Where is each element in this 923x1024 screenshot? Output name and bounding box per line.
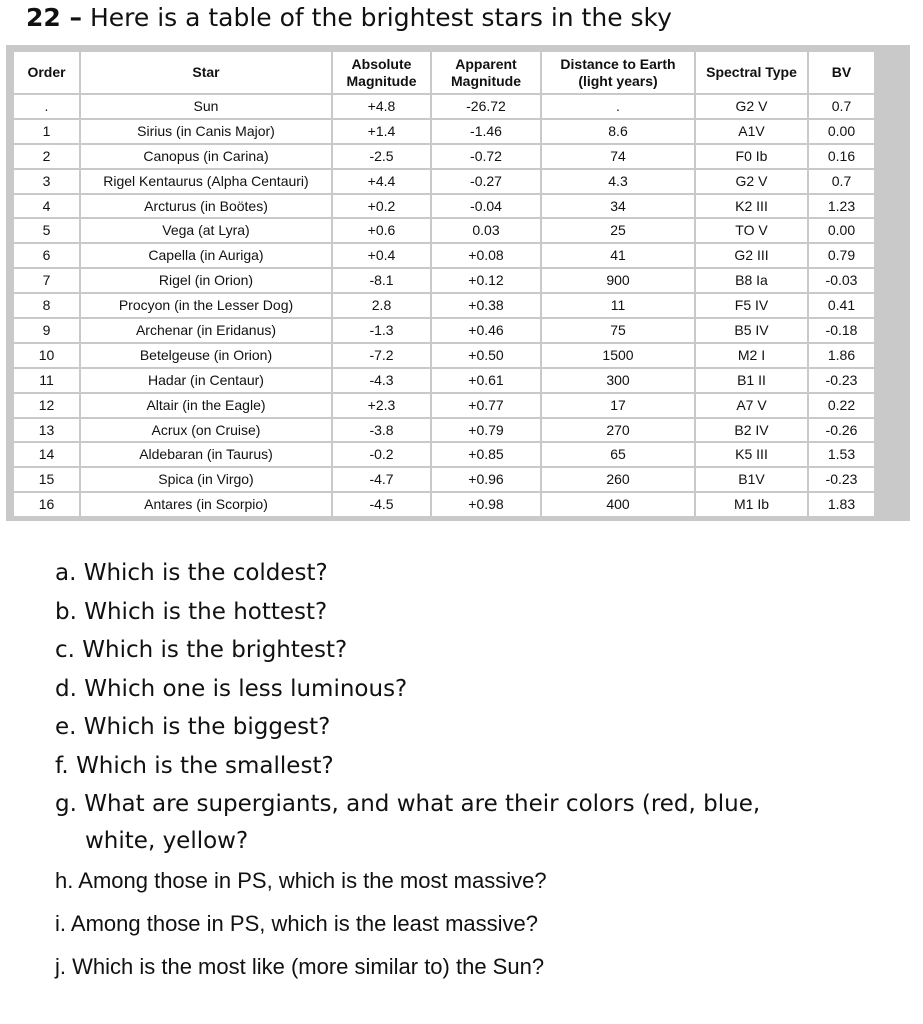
cell-spectral-type: TO V [696,219,807,242]
question-label: e. [55,714,77,740]
header-line: Absolute [351,55,412,72]
cell-apparent-magnitude: +0.50 [432,344,540,367]
question-label: d. [55,675,77,702]
cell-distance: 900 [542,269,694,292]
cell-apparent-magnitude: +0.38 [432,294,540,317]
cell-spectral-type: G2 V [696,170,807,193]
cell-spectral-type: G2 III [696,244,807,267]
question-label: g. [55,791,77,817]
cell-spectral-type: M2 I [696,344,807,367]
cell-order: 15 [14,468,79,491]
cell-distance: 11 [542,294,694,317]
cell-bv: 0.7 [809,170,874,193]
cell-star: Altair (in the Eagle) [81,394,331,417]
cell-distance: 41 [542,244,694,267]
cell-bv: 0.00 [809,120,874,143]
header-distance [542,52,694,93]
stars-table [12,50,876,518]
cell-distance: 1500 [542,344,694,367]
title-text: Here is a table of the brightest stars in the sky [89,3,672,32]
cell-distance: 300 [542,369,694,392]
question-text: Which one is less luminous? [84,675,408,702]
table-row [14,195,874,218]
header-line: Order [27,64,66,80]
header-apparent-magnitude [432,52,540,93]
header-line: Spectral Type [706,64,797,80]
cell-apparent-magnitude: +0.98 [432,493,540,516]
header-line: BV [831,64,852,80]
cell-order: 3 [14,170,79,193]
question-item [55,670,905,709]
question-text: Among those in PS, which is the most massive? [78,867,547,893]
table-row [14,294,874,317]
cell-apparent-magnitude: 0.03 [432,219,540,242]
question-label: f. [55,752,69,779]
cell-distance: 8.6 [542,120,694,143]
cell-apparent-magnitude: +0.08 [432,244,540,267]
cell-apparent-magnitude: +0.77 [432,394,540,417]
header-star [81,52,331,93]
question-item [55,945,905,988]
cell-apparent-magnitude: -26.72 [432,95,540,118]
cell-order: 14 [14,443,79,466]
cell-absolute-magnitude: -4.5 [333,493,430,516]
header-absolute-magnitude [333,52,430,93]
question-item [55,859,905,902]
question-label: i. [55,910,66,936]
cell-spectral-type: K2 III [696,195,807,218]
table-row [14,394,874,417]
cell-order: 8 [14,294,79,317]
cell-bv: 0.7 [809,95,874,118]
header-line: Magnitude [346,72,417,89]
cell-bv: 0.00 [809,219,874,242]
cell-absolute-magnitude: +0.2 [333,195,430,218]
header-line: Magnitude [451,72,521,89]
cell-star: Canopus (in Carina) [81,145,331,168]
header-line: (light years) [578,72,658,89]
stars-table-frame [6,45,910,521]
table-row [14,95,874,118]
cell-star: Archenar (in Eridanus) [81,319,331,342]
cell-star: Rigel Kentaurus (Alpha Centauri) [81,170,331,193]
cell-order: 10 [14,344,79,367]
question-label: c. [55,637,75,663]
cell-absolute-magnitude: -1.3 [333,319,430,342]
cell-apparent-magnitude: -0.27 [432,170,540,193]
cell-distance: 75 [542,319,694,342]
question-text: Which is the hottest? [84,598,328,625]
table-row [14,443,874,466]
cell-spectral-type: G2 V [696,95,807,118]
cell-bv: -0.03 [809,269,874,292]
cell-star: Acrux (on Cruise) [81,419,331,442]
cell-absolute-magnitude: -4.3 [333,369,430,392]
cell-spectral-type: B1V [696,468,807,491]
question-item [55,785,905,859]
table-row [14,369,874,392]
table-row [14,419,874,442]
cell-apparent-magnitude: +0.79 [432,419,540,442]
cell-order: 1 [14,120,79,143]
cell-absolute-magnitude: -7.2 [333,344,430,367]
question-label: h. [55,867,74,893]
cell-bv: 0.41 [809,294,874,317]
cell-distance: . [542,95,694,118]
table-row [14,344,874,367]
cell-apparent-magnitude: +0.96 [432,468,540,491]
table-row [14,319,874,342]
question-text: What are supergiants, and what are their colors (red, blue, [84,791,761,817]
cell-bv: -0.18 [809,319,874,342]
cell-star: Sun [81,95,331,118]
table-row [14,170,874,193]
cell-spectral-type: M1 Ib [696,493,807,516]
page-title [26,2,672,34]
cell-apparent-magnitude: +0.12 [432,269,540,292]
cell-bv: 1.23 [809,195,874,218]
cell-star: Rigel (in Orion) [81,269,331,292]
question-item [55,708,905,747]
table-row [14,269,874,292]
cell-apparent-magnitude: +0.61 [432,369,540,392]
question-label: a. [55,560,77,586]
cell-absolute-magnitude: 2.8 [333,294,430,317]
cell-bv: 1.53 [809,443,874,466]
cell-order: 16 [14,493,79,516]
cell-apparent-magnitude: -0.72 [432,145,540,168]
cell-star: Hadar (in Centaur) [81,369,331,392]
question-text: Which is the smallest? [76,752,334,779]
header-order [14,52,79,93]
table-row [14,493,874,516]
question-text: Which is the coldest? [83,560,328,586]
header-spectral-type [696,52,807,93]
question-text: Which is the brightest? [82,637,348,663]
cell-order: 9 [14,319,79,342]
header-bv [809,52,874,93]
cell-bv: -0.23 [809,468,874,491]
cell-star: Capella (in Auriga) [81,244,331,267]
question-item [55,902,905,945]
cell-star: Aldebaran (in Taurus) [81,443,331,466]
cell-bv: 0.16 [809,145,874,168]
questions-part2 [55,859,905,988]
cell-distance: 4.3 [542,170,694,193]
cell-absolute-magnitude: -8.1 [333,269,430,292]
cell-distance: 260 [542,468,694,491]
table-header-row [14,52,874,93]
question-text: white, yellow? [85,827,249,854]
question-item [55,747,905,786]
cell-order: 6 [14,244,79,267]
cell-spectral-type: F0 Ib [696,145,807,168]
cell-absolute-magnitude: +4.4 [333,170,430,193]
cell-spectral-type: A7 V [696,394,807,417]
cell-order: . [14,95,79,118]
cell-order: 11 [14,369,79,392]
cell-bv: 1.83 [809,493,874,516]
cell-absolute-magnitude: -2.5 [333,145,430,168]
table-row [14,468,874,491]
questions [55,554,905,988]
cell-absolute-magnitude: -3.8 [333,419,430,442]
cell-bv: -0.26 [809,419,874,442]
cell-absolute-magnitude: +4.8 [333,95,430,118]
cell-order: 7 [14,269,79,292]
cell-spectral-type: B5 IV [696,319,807,342]
cell-distance: 270 [542,419,694,442]
cell-distance: 34 [542,195,694,218]
cell-spectral-type: B1 II [696,369,807,392]
table-row [14,244,874,267]
cell-star: Procyon (in the Lesser Dog) [81,294,331,317]
cell-distance: 400 [542,493,694,516]
cell-bv: 0.22 [809,394,874,417]
cell-absolute-magnitude: +0.4 [333,244,430,267]
table-row [14,145,874,168]
cell-spectral-type: K5 III [696,443,807,466]
table-body [14,95,874,516]
question-text: Which is the biggest? [83,714,331,740]
cell-absolute-magnitude: +0.6 [333,219,430,242]
cell-apparent-magnitude: -0.04 [432,195,540,218]
cell-bv: 0.79 [809,244,874,267]
cell-apparent-magnitude: +0.85 [432,443,540,466]
header-line: Distance to Earth [560,55,676,72]
cell-apparent-magnitude: -1.46 [432,120,540,143]
cell-distance: 17 [542,394,694,417]
cell-order: 13 [14,419,79,442]
table-row [14,120,874,143]
cell-order: 12 [14,394,79,417]
header-line: Apparent [455,55,517,72]
cell-order: 2 [14,145,79,168]
question-text: Which is the most like (more similar to) the Sun? [72,953,545,979]
table-row [14,219,874,242]
cell-star: Antares (in Scorpio) [81,493,331,516]
cell-star: Betelgeuse (in Orion) [81,344,331,367]
question-item [55,593,905,632]
cell-bv: 1.86 [809,344,874,367]
cell-star: Spica (in Virgo) [81,468,331,491]
question-item [55,631,905,670]
cell-bv: -0.23 [809,369,874,392]
cell-distance: 25 [542,219,694,242]
cell-spectral-type: F5 IV [696,294,807,317]
cell-spectral-type: B8 Ia [696,269,807,292]
header-line: Star [192,64,220,80]
cell-distance: 65 [542,443,694,466]
questions-part1 [55,554,905,859]
question-text: Among those in PS, which is the least massive? [70,910,539,936]
cell-absolute-magnitude: +2.3 [333,394,430,417]
cell-absolute-magnitude: -0.2 [333,443,430,466]
question-item [55,554,905,593]
cell-distance: 74 [542,145,694,168]
cell-spectral-type: A1V [696,120,807,143]
cell-absolute-magnitude: -4.7 [333,468,430,491]
cell-order: 4 [14,195,79,218]
cell-spectral-type: B2 IV [696,419,807,442]
cell-star: Arcturus (in Boötes) [81,195,331,218]
question-number: 22 – [26,3,82,32]
question-label: j. [55,953,66,979]
cell-star: Vega (at Lyra) [81,219,331,242]
question-label: b. [55,598,77,625]
cell-order: 5 [14,219,79,242]
cell-apparent-magnitude: +0.46 [432,319,540,342]
cell-star: Sirius (in Canis Major) [81,120,331,143]
cell-absolute-magnitude: +1.4 [333,120,430,143]
